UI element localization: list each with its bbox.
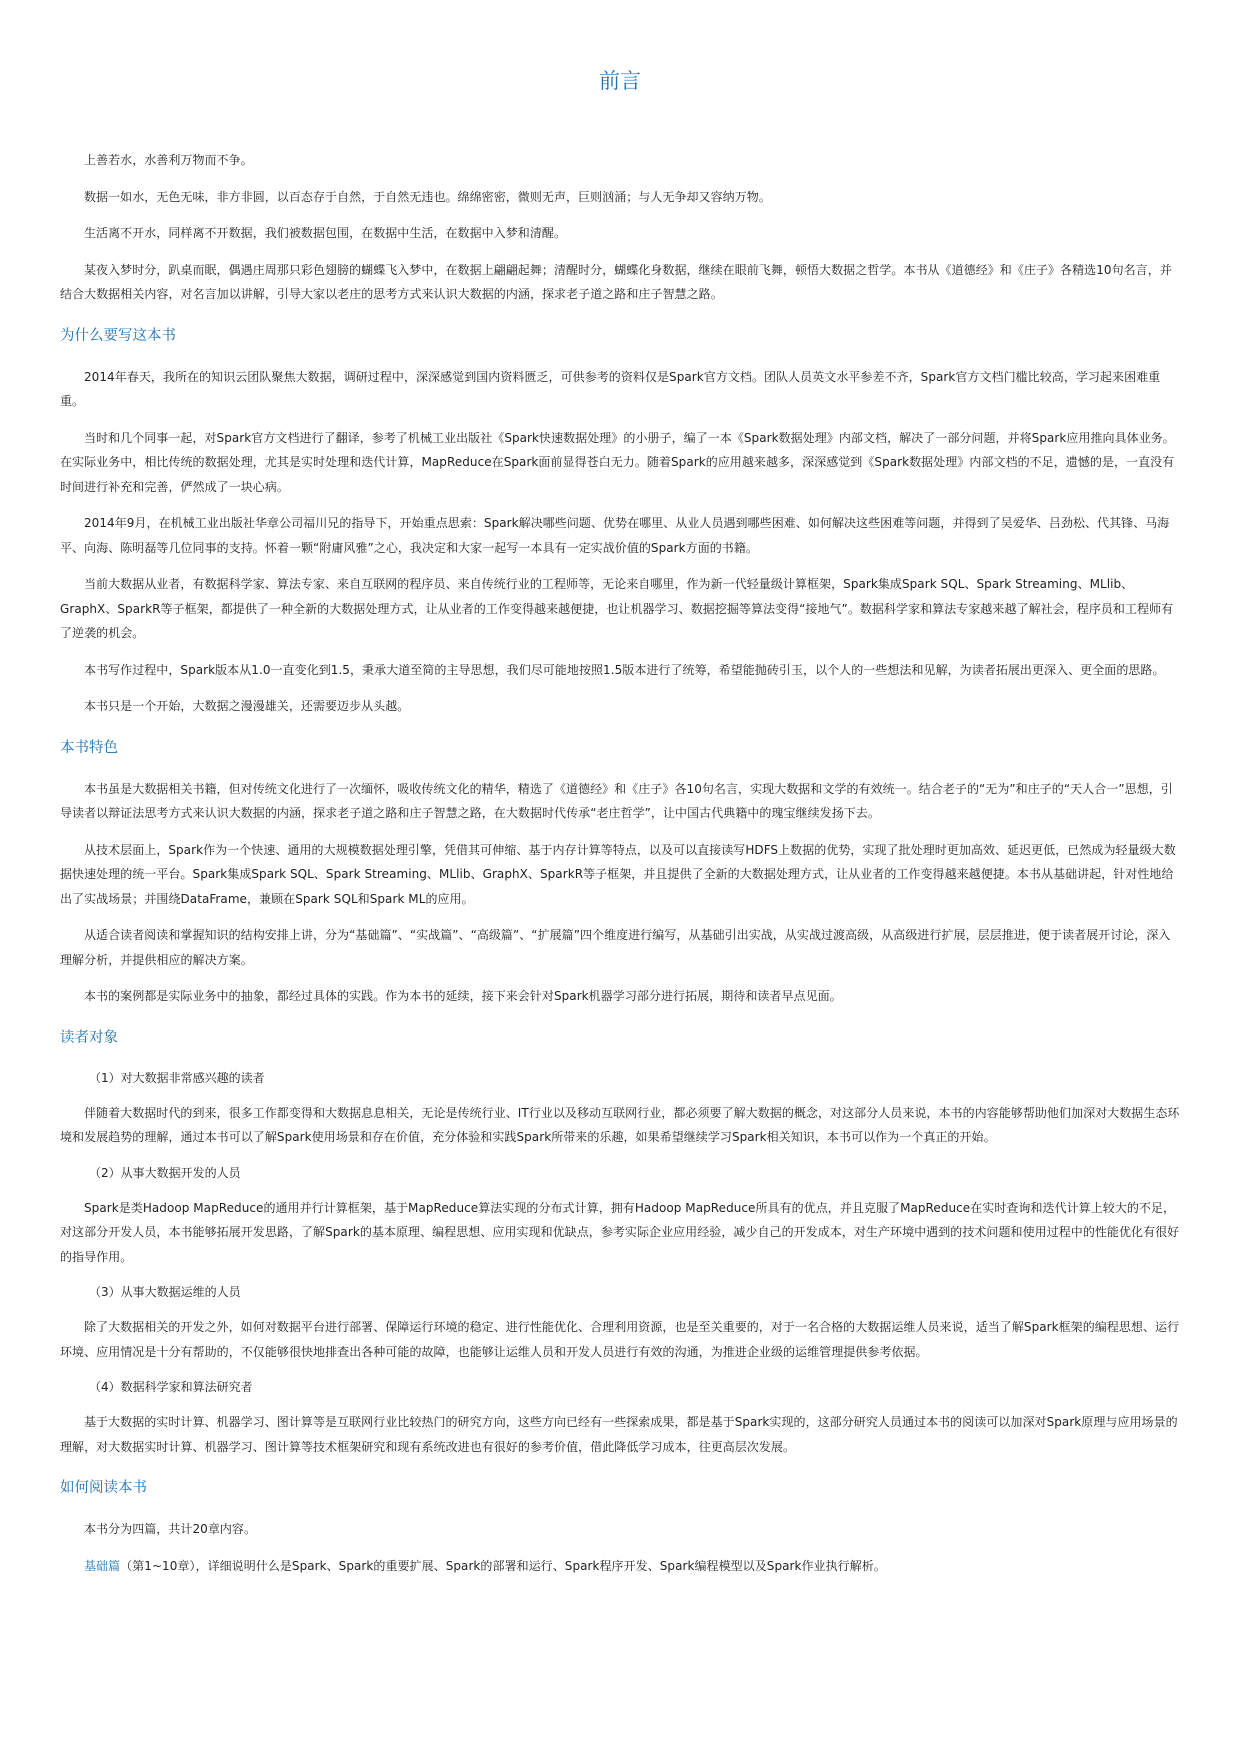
- features-paragraph-4: 本书的案例都是实际业务中的抽象，都经过具体的实践。作为本书的延续，接下来会针对Spark机器学习部分进行拓展，期待和读者早点见面。: [84, 989, 842, 1003]
- features-paragraph-2: 从技术层面上，Spark作为一个快速、通用的大规模数据处理引擎，凭借其可伸缩、基于内存计算等特点，以及可以直接读写HDFS上数据的优势，实现了批处理时更加高效、延迟更低，已然成为轻量级大数据快速处理的统一平台。Spark集成Spark SQL、Spark Streaming、MLlib、GraphX、SparkR等子框架，并且提供了全新的大数据处理方式，让从业者的工作变得越来越便捷。本书从基础讲起，针对性地给出了实战场景；并围绕DataFrame，兼顾在Spark SQL和Spark ML的应用。: [60, 842, 1176, 906]
- page-title: 前言: [599, 69, 641, 93]
- features-paragraph-1: 本书虽是大数据相关书籍，但对传统文化进行了一次缅怀，吸收传统文化的精华，精选了《道德经》和《庄子》各10句名言，实现大数据和文学的有效统一。结合老子的“无为”和庄子的“天人合一”思想，引导读者以辩证法思考方式来认识大数据的内涵，探求老子道之路和庄子智慧之路，在大数据时代传承“老庄哲学”，让中国古代典籍中的瑰宝继续发扬下去。: [60, 781, 1173, 820]
- intro-paragraph-3: 生活离不开水，同样离不开数据，我们被数据包围，在数据中生活，在数据中入梦和清醒。: [84, 226, 567, 240]
- reader-group-label-2: （2）从事大数据开发的人员: [89, 1165, 241, 1180]
- reader-group-text-1: 伴随着大数据时代的到来，很多工作都变得和大数据息息相关，无论是传统行业、IT行业以及移动互联网行业，都必须要了解大数据的概念，对这部分人员来说，本书的内容能够帮助他们加深对大数据生态环境和发展趋势的理解，通过本书可以了解Spark使用场景和存在价值，充分体验和实践Spark所带来的乐趣，如果希望继续学习Spark相关知识，本书可以作为一个真正的开始。: [60, 1105, 1180, 1144]
- why-paragraph-6: 本书只是一个开始，大数据之漫漫雄关，还需要迈步从头越。: [84, 699, 410, 713]
- intro-paragraph-1: 上善若水，水善利万物而不争。: [84, 153, 253, 167]
- section-heading-howto: 如何阅读本书: [60, 1480, 147, 1496]
- howto-part1: [60, 1554, 1180, 1579]
- reader-group-label-3: （3）从事大数据运维的人员: [89, 1285, 241, 1299]
- reader-group-label-4: （4）数据科学家和算法研究者: [89, 1380, 253, 1394]
- why-paragraph-1: 2014年春天，我所在的知识云团队聚焦大数据，调研过程中，深深感觉到国内资料匮乏，可供参考的资料仅是Spark官方文档。团队人员英文水平参差不齐，Spark官方文档门槛比较高，学习起来困难重重。: [60, 369, 1161, 408]
- section-heading-readers: 读者对象: [60, 1029, 118, 1046]
- intro-paragraph-4: 某夜入梦时分，趴桌而眠，偶遇庄周那只彩色翅膀的蝴蝶飞入梦中，在数据上翩翩起舞；清醒时分，蝴蝶化身数据，继续在眼前飞舞，顿悟大数据之哲学。本书从《道德经》和《庄子》各精选10句名言，并结合大数据相关内容，对名言加以讲解，引导大家以老庄的思考方式来认识大数据的内涵，探求老子道之路和庄子智慧之路。: [60, 262, 1172, 301]
- section-heading-features: 本书特色: [60, 739, 118, 756]
- why-paragraph-2: 当时和几个同事一起，对Spark官方文档进行了翻译，参考了机械工业出版社《Spark快速数据处理》的小册子，编了一本《Spark数据处理》内部文档，解决了一部分问题，并将Spark应用推向具体业务。在实际业务中，相比传统的数据处理，尤其是实时处理和迭代计算，MapReduce在Spark面前显得苍白无力。随着Spark的应用越来越多，深深感觉到《Spark数据处理》内部文档的不足，遗憾的是，一直没有时间进行补充和完善，俨然成了一块心病。: [60, 430, 1175, 494]
- features-paragraph-3: 从适合读者阅读和掌握知识的结构安排上讲，分为“基础篇”、“实战篇”、“高级篇”、“扩展篇”四个维度进行编写，从基础引出实战，从实战过渡高级，从高级进行扩展，层层推进，便于读者展开讨论，深入理解分析，并提供相应的解决方案。: [60, 928, 1171, 967]
- section-heading-why: 为什么要写这本书: [60, 327, 176, 344]
- why-paragraph-5: 本书写作过程中，Spark版本从1.0一直变化到1.5，秉承大道至简的主导思想，我们尽可能地按照1.5版本进行了统筹，希望能抛砖引玉，以个人的一些想法和见解，为读者拓展出更深入、更全面的思路。: [84, 662, 1165, 677]
- part1-description: （第1~10章），详细说明什么是Spark、Spark的重要扩展、Spark的部署和运行、Spark程序开发、Spark编程模型以及Spark作业执行解析。: [120, 1558, 886, 1573]
- reader-group-text-3: 除了大数据相关的开发之外，如何对数据平台进行部署、保障运行环境的稳定、进行性能优化、合理利用资源，也是至关重要的，对于一名合格的大数据运维人员来说，适当了解Spark框架的编程思想、运行环境、应用情况是十分有帮助的，不仅能够很快地排查出各种可能的故障，也能够让运维人员和开发人员进行有效的沟通，为推进企业级的运维管理提供参考依据。: [60, 1320, 1180, 1359]
- howto-intro: 本书分为四篇，共计20章内容。: [84, 1522, 257, 1536]
- reader-group-text-2: Spark是类Hadoop MapReduce的通用并行计算框架，基于MapReduce算法实现的分布式计算，拥有Hadoop MapReduce所具有的优点，并且克服了MapReduce在实时查询和迭代计算上较大的不足，对这部分开发人员，本书能够拓展开发思路，了解Spark的基本原理、编程思想、应用实现和优缺点，参考实际企业应用经验，减少自己的开发成本，对生产环境中遇到的技术问题和使用过程中的性能优化有很好的指导作用。: [60, 1200, 1180, 1264]
- reader-group-label-1: （1）对大数据非常感兴趣的读者: [89, 1070, 265, 1085]
- intro-paragraph-2: 数据一如水，无色无味，非方非圆，以百态存于自然，于自然无违也。绵绵密密，微则无声，巨则汹涌；与人无争却又容纳万物。: [84, 189, 771, 204]
- part1-link[interactable]: 基础篇: [84, 1558, 121, 1573]
- why-paragraph-3: 2014年9月，在机械工业出版社华章公司福川兄的指导下，开始重点思索：Spark解决哪些问题、优势在哪里、从业人员遇到哪些困难、如何解决这些困难等问题，并得到了吴爱华、吕劲松、代其锋、马海平、向海、陈明磊等几位同事的支持。怀着一颗“附庸风雅”之心，我决定和大家一起写一本具有一定实战价值的Spark方面的书籍。: [60, 516, 1170, 555]
- why-paragraph-4: 当前大数据从业者，有数据科学家、算法专家、来自互联网的程序员、来自传统行业的工程师等，无论来自哪里，作为新一代轻量级计算框架，Spark集成Spark SQL、Spark Streaming、MLlib、GraphX、SparkR等子框架，都提供了一种全新的大数据处理方式，让从业者的工作变得越来越便捷，也让机器学习、数据挖掘等算法变得“接地气”。数据科学家和算法专家越来越了解社会，程序员和工程师有了逆袭的机会。: [60, 577, 1174, 640]
- reader-group-text-4: 基于大数据的实时计算、机器学习、图计算等是互联网行业比较热门的研究方向，这些方向已经有一些探索成果，都是基于Spark实现的，这部分研究人员通过本书的阅读可以加深对Spark原理与应用场景的理解，对大数据实时计算、机器学习、图计算等技术框架研究和现有系统改进也有很好的参考价值，借此降低学习成本，往更高层次发展。: [60, 1415, 1178, 1454]
